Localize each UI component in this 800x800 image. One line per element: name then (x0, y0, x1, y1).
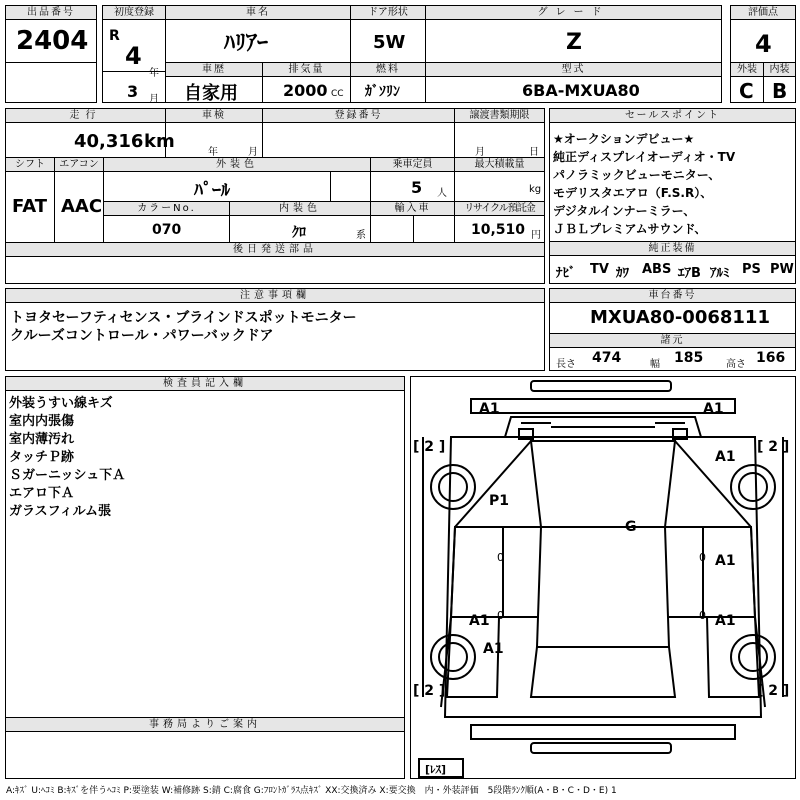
equip-alloy: ｱﾙﾐ (710, 266, 730, 281)
door-label: ドア形状 (351, 6, 425, 20)
length-label: 長さ (556, 359, 576, 370)
import-box (370, 201, 455, 243)
inspector-line: タッチＰ跡 (9, 450, 75, 465)
ac-box (54, 157, 104, 243)
sales-line: 純正ディスプレイオーディオ・TV (553, 150, 736, 164)
door-zero: 0 (497, 551, 504, 564)
bracket-label: [ 2 ] (413, 439, 446, 455)
damage-label: G (625, 519, 637, 535)
capacity-unit: 人 (437, 188, 447, 199)
car-name-label: 車名 (166, 6, 350, 20)
inspector-box (5, 376, 405, 718)
bracket-label: [ 2 ] (757, 439, 790, 455)
office-label: 事務局よりご案内 (6, 718, 404, 732)
exterior-label: 外装 (731, 63, 763, 77)
colorno-label: カラーNo. (104, 202, 229, 216)
ac: AAC (61, 196, 103, 217)
door-type: 5W (373, 32, 406, 53)
inspector-line: 室内薄汚れ (9, 432, 75, 447)
lot-blank-box (5, 62, 97, 103)
bracket-label: [ 2 ] (413, 683, 446, 699)
fuel: ｶﾞｿﾘﾝ (365, 84, 400, 100)
intcolor-label: 内装色 (230, 202, 370, 216)
loadcap-box (454, 157, 545, 202)
chassis-label: 車台番号 (550, 289, 795, 303)
displacement-box (262, 62, 351, 103)
equip-tv: TV (590, 262, 609, 277)
regno-box (262, 108, 455, 158)
lot-box (5, 5, 97, 63)
caution-line: クルーズコントロール・パワーバックドア (10, 328, 274, 344)
door-zero: 0 (699, 609, 706, 622)
sales-line: ★オークションデビュー★ (553, 132, 695, 146)
inspector-line: エアロ下Ａ (9, 486, 75, 501)
capacity-label: 乗車定員 (371, 158, 454, 172)
width: 185 (674, 350, 704, 366)
mileage: 40,316 (74, 131, 144, 152)
capacity-box (370, 157, 455, 202)
sales-line: ＪＢＬプレミアムサウンド、 (553, 222, 707, 236)
import-label: 輸入車 (371, 202, 454, 216)
grade: Z (566, 30, 582, 55)
capacity: 5 (411, 178, 423, 197)
km-unit: km (144, 131, 175, 152)
displacement: 2000 (283, 81, 328, 100)
displacement-label: 排気量 (263, 63, 350, 77)
spec-label: 諸元 (550, 333, 795, 348)
first-reg-box (102, 5, 166, 103)
color-box (103, 157, 371, 202)
damage-label: A1 (715, 613, 736, 629)
sales-line: デジタルインナーミラー、 (553, 204, 696, 218)
color-label: 外装色 (104, 158, 370, 172)
sales-line: パノラミックビューモニター、 (553, 168, 721, 182)
caution-box (5, 288, 545, 371)
later-parts-box (5, 242, 545, 284)
trans-day-unit: 日 (529, 147, 539, 158)
insp-month-unit: 月 (248, 147, 258, 158)
trans-month-unit: 月 (475, 147, 485, 158)
history-label: 車歴 (166, 63, 262, 77)
door-zero: 0 (497, 609, 504, 622)
colorno: 070 (152, 222, 182, 238)
length: 474 (592, 350, 622, 366)
model-box (425, 62, 722, 103)
history: 自家用 (184, 83, 238, 104)
chassis-box (549, 288, 796, 371)
fuel-box (350, 62, 426, 103)
recycle-label: リサイクル預託金 (455, 202, 544, 216)
equip-airbag: ｴｱB (678, 266, 701, 281)
inspector-line: 室内内張傷 (9, 414, 75, 429)
damage-label: A1 (715, 553, 736, 569)
door-zero: 0 (699, 551, 706, 564)
loadcap-unit: kg (529, 184, 542, 195)
height-label: 高さ (726, 359, 746, 370)
damage-label: A1 (469, 613, 490, 629)
loadcap-label: 最大積載量 (455, 158, 544, 172)
equip-abs: ABS (642, 262, 672, 277)
equip-ps: PS (742, 262, 761, 277)
exterior-grade: C (739, 79, 754, 103)
score-box (730, 5, 796, 63)
later-parts-label: 後日発送部品 (6, 243, 544, 257)
door-box (350, 5, 426, 63)
month-unit: 月 (149, 94, 159, 105)
equipment-label: 純正装備 (550, 242, 795, 256)
grade-box (425, 5, 722, 63)
cc-unit: CC (331, 89, 344, 99)
chassis-number: MXUA80-0068111 (590, 307, 770, 328)
transfer-box (454, 108, 545, 158)
interior-box (763, 62, 796, 103)
score: 4 (755, 30, 772, 58)
bracket-label: [ 2 ] (757, 683, 790, 699)
spare-tire-label: [ﾚｽ] (425, 763, 447, 776)
color: ﾊﾟｰﾙ (194, 180, 230, 201)
damage-label: A1 (483, 641, 504, 657)
equip-pw: PW (770, 262, 794, 277)
colorno-box (103, 201, 230, 243)
car-diagram (410, 376, 796, 779)
equip-navi: ﾅﾋﾞ (556, 266, 576, 281)
sales-line: モデリスタエアロ（F.S.R）、 (553, 186, 713, 200)
legend: A:ｷｽﾞ U:ﾍｺﾐ B:ｷｽﾞを伴うﾍｺﾐ P:要塗装 W:補修跡 S:錆 C:腐食 G:ﾌﾛﾝﾄｶﾞﾗｽ点ｷｽﾞ XX:交換済み X:要交換 内・外装評価 5段階ﾗﾝｸ順(A・B・C・D・E) 1 (6, 786, 617, 796)
car-outline-svg (411, 377, 795, 778)
car-name: ﾊﾘｱｰ (224, 31, 269, 56)
reg-year: 4 (125, 42, 142, 70)
shift: FAT (12, 196, 48, 217)
transfer-label: 譲渡書類期限 (455, 109, 544, 123)
damage-label: A1 (479, 401, 500, 417)
era: R (109, 28, 120, 44)
office-box (5, 717, 405, 779)
width-label: 幅 (650, 359, 660, 370)
equip-leather: ｶﾜ (616, 266, 629, 281)
inspector-line: 外装うすい線キズ (9, 396, 113, 411)
inspection-box (165, 108, 263, 158)
damage-label: P1 (489, 493, 510, 509)
inspector-line: Ｓガーニッシュ下Ａ (9, 468, 126, 483)
inspection-label: 車検 (166, 109, 262, 123)
regno-label: 登録番号 (263, 109, 454, 123)
ac-label: エアコン (55, 158, 103, 172)
model: 6BA-MXUA80 (522, 81, 640, 100)
sales-box (549, 108, 796, 242)
damage-label: A1 (715, 449, 736, 465)
history-box (165, 62, 263, 103)
caution-label: 注意事項欄 (6, 289, 544, 303)
inspector-label: 検査員記入欄 (6, 377, 404, 391)
reg-month: 3 (127, 82, 139, 101)
interior-label: 内装 (764, 63, 795, 77)
recycle: 10,510 (471, 222, 526, 238)
year-unit: 年 (149, 68, 159, 79)
intcolor: ｸﾛ (292, 225, 306, 241)
grade-label: グレード (426, 6, 721, 20)
caution-line: トヨタセーフティセンス・ブラインドスポットモニター (10, 310, 357, 326)
equipment-box (549, 241, 796, 284)
first-reg-label: 初度登録 (103, 6, 165, 20)
lot-number: 2404 (16, 26, 89, 56)
car-name-box (165, 5, 351, 63)
exterior-box (730, 62, 764, 103)
interior-grade: B (772, 79, 788, 103)
shift-label: シフト (6, 158, 54, 172)
damage-label: A1 (703, 401, 724, 417)
yen-unit: 円 (531, 230, 541, 241)
height: 166 (756, 350, 786, 366)
lot-label: 出品番号 (6, 6, 96, 20)
inspector-line: ガラスフィルム張 (9, 504, 112, 519)
model-label: 型式 (426, 63, 721, 77)
mileage-label: 走行 (6, 109, 165, 123)
intcolor-box (229, 201, 371, 243)
fuel-label: 燃料 (351, 63, 425, 77)
intcolor-unit: 系 (356, 230, 366, 241)
shift-box (5, 157, 55, 243)
insp-year-unit: 年 (208, 147, 218, 158)
score-label: 評価点 (731, 6, 795, 20)
recycle-box (454, 201, 545, 243)
sales-label: セールスポイント (550, 109, 795, 123)
mileage-box (5, 108, 175, 158)
